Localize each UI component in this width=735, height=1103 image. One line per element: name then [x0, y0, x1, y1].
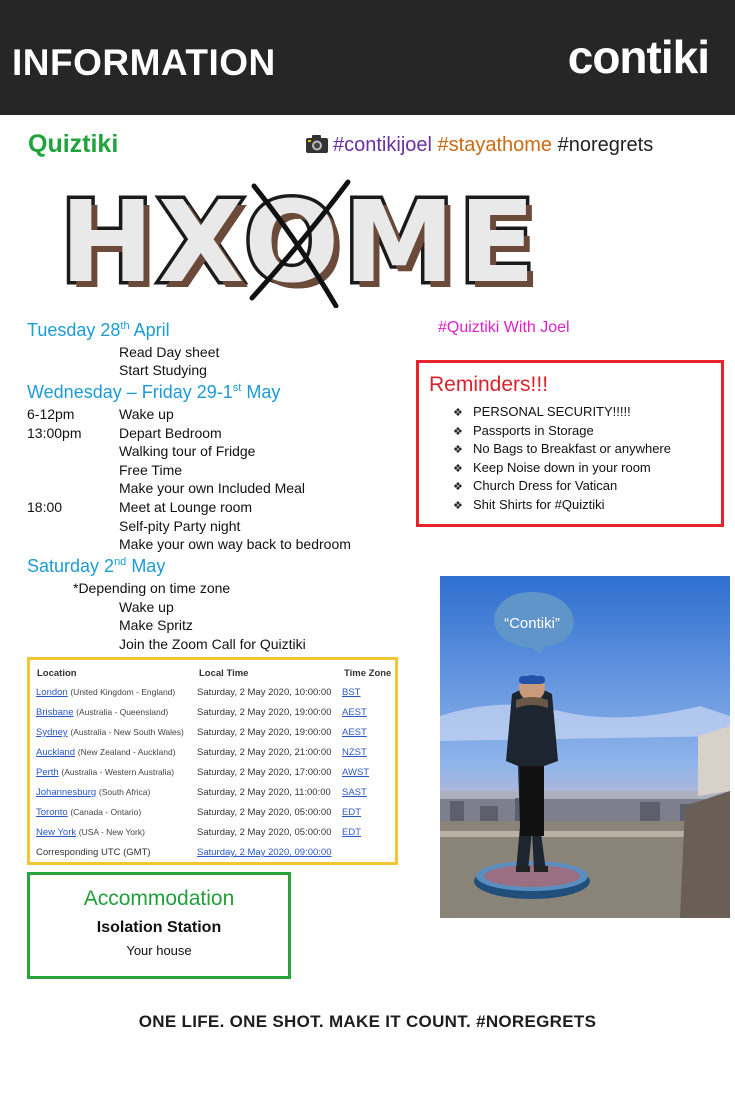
- zone-link[interactable]: AWST: [342, 767, 370, 778]
- tuesday-item: Start Studying: [119, 362, 207, 378]
- header-bar: [0, 0, 735, 115]
- zone-link[interactable]: EDT: [342, 807, 361, 818]
- country-label: (Canada - Ontario): [70, 807, 142, 817]
- city-link[interactable]: Toronto: [36, 807, 68, 818]
- heading-tuesday: Tuesday 28th April: [27, 320, 170, 340]
- header-title: INFORMATION: [12, 42, 276, 83]
- schedule-item: Walking tour of Fridge: [119, 443, 256, 459]
- diamond-bullet-icon: ❖: [453, 407, 463, 419]
- table-row: [30, 763, 395, 783]
- speech-bubble-text: “Contiki”: [504, 615, 560, 632]
- city-link[interactable]: Auckland: [36, 747, 76, 758]
- reminders-title: Reminders!!!: [429, 373, 549, 396]
- hxome-text: HXOME: [60, 178, 540, 308]
- country-label: (South Africa): [98, 787, 151, 797]
- schedule-time: 13:00pm: [27, 425, 82, 441]
- diamond-bullet-icon: ❖: [453, 500, 463, 512]
- column-header-location: Location: [37, 668, 77, 679]
- zone-link[interactable]: BST: [342, 687, 361, 698]
- reminder-item: ❖ Passports in Storage: [453, 423, 594, 438]
- accommodation-name: Isolation Station: [96, 919, 222, 936]
- saturday-item: Join the Zoom Call for Quiztiki: [119, 636, 306, 652]
- local-time-cell: Saturday, 2 May 2020, 17:00:00: [197, 767, 332, 778]
- hashtag-line: [305, 134, 653, 160]
- footer-slogan: ONE LIFE. ONE SHOT. MAKE IT COUNT. #NOREGRETS: [138, 1012, 597, 1031]
- table-row: [30, 683, 395, 703]
- timezone-table: [27, 657, 398, 865]
- hashtag-noregrets: #noregrets: [557, 134, 654, 156]
- saturday-item: Wake up: [119, 599, 174, 615]
- schedule-item: Self-pity Party night: [119, 518, 241, 534]
- city-link[interactable]: Johannesburg: [36, 787, 97, 798]
- table-row: [30, 803, 395, 823]
- city-link[interactable]: London: [36, 687, 68, 698]
- local-time-cell: Saturday, 2 May 2020, 19:00:00: [197, 707, 332, 718]
- schedule-time: 18:00: [27, 499, 63, 515]
- country-label: (Australia - New South Wales): [70, 727, 184, 737]
- table-row-utc: [30, 843, 395, 863]
- tuesday-item: Read Day sheet: [119, 344, 220, 360]
- diamond-bullet-icon: ❖: [453, 444, 463, 456]
- country-label: (USA - New York): [78, 827, 145, 837]
- hashtag-stayathome: #stayathome: [437, 134, 553, 156]
- heading-wednesday-friday: Wednesday – Friday 29-1st May: [27, 382, 281, 402]
- cross-out-mark: [236, 178, 356, 308]
- hxome-banner: [60, 178, 675, 308]
- column-header-local-time: Local Time: [199, 668, 249, 679]
- country-label: (United Kingdom - England): [70, 687, 176, 697]
- zone-link[interactable]: AEST: [342, 727, 367, 738]
- country-label: (Australia - Western Australia): [61, 767, 175, 777]
- zone-link[interactable]: EDT: [342, 827, 361, 838]
- saturday-note: *Depending on time zone: [73, 580, 231, 596]
- local-time-cell: Saturday, 2 May 2020, 19:00:00: [197, 727, 332, 738]
- quiz-title: Quiztiki: [28, 130, 119, 158]
- column-header-time-zone: Time Zone: [344, 668, 392, 679]
- schedule-item: Make your own Included Meal: [119, 480, 305, 496]
- table-row: [30, 723, 395, 743]
- quiztiki-with-joel: #Quiztiki With Joel: [438, 319, 570, 336]
- schedule-item: Make your own way back to bedroom: [119, 536, 351, 552]
- photo-joel: [440, 576, 730, 918]
- diamond-bullet-icon: ❖: [453, 426, 463, 438]
- zone-link[interactable]: NZST: [342, 747, 367, 758]
- zone-link[interactable]: AEST: [342, 707, 367, 718]
- schedule-item: Free Time: [119, 462, 183, 478]
- country-label: (New Zealand - Auckland): [77, 747, 176, 757]
- local-time-cell: Saturday, 2 May 2020, 21:00:00: [197, 747, 332, 758]
- local-time-cell: Saturday, 2 May 2020, 05:00:00: [197, 807, 332, 818]
- reminders-box: [416, 360, 724, 527]
- city-link[interactable]: Perth: [36, 767, 59, 778]
- country-label: (Australia - Queensland): [76, 707, 169, 717]
- accommodation-detail: Your house: [126, 943, 192, 958]
- accommodation-box: [27, 872, 291, 979]
- hashtag-contikijoel: #contikijoel: [333, 134, 432, 156]
- city-link[interactable]: Sydney: [36, 727, 68, 738]
- diamond-bullet-icon: ❖: [453, 463, 463, 475]
- zone-link[interactable]: SAST: [342, 787, 367, 798]
- table-row: [30, 823, 395, 843]
- schedule-item: Depart Bedroom: [119, 425, 222, 441]
- diamond-bullet-icon: ❖: [453, 481, 463, 493]
- reminder-item: ❖ Keep Noise down in your room: [453, 460, 651, 475]
- city-link[interactable]: New York: [36, 827, 77, 838]
- local-time-cell: Saturday, 2 May 2020, 10:00:00: [197, 687, 332, 698]
- schedule-item: Wake up: [119, 406, 174, 422]
- reminder-item: ❖ PERSONAL SECURITY!!!!!: [453, 404, 631, 419]
- city-link[interactable]: Brisbane: [36, 707, 74, 718]
- utc-time-link[interactable]: Saturday, 2 May 2020, 09:00:00: [197, 847, 332, 858]
- local-time-cell: Saturday, 2 May 2020, 05:00:00: [197, 827, 332, 838]
- table-row: [30, 703, 395, 723]
- accommodation-title: Accommodation: [83, 887, 235, 910]
- heading-saturday: Saturday 2nd May: [27, 556, 166, 576]
- table-row: [30, 783, 395, 803]
- contiki-logo: contiki: [567, 31, 709, 83]
- reminder-item: ❖ No Bags to Breakfast or anywhere: [453, 441, 671, 456]
- schedule-item: Meet at Lounge room: [119, 499, 253, 515]
- camera-icon: [305, 134, 329, 160]
- table-row: [30, 743, 395, 763]
- local-time-cell: Saturday, 2 May 2020, 11:00:00: [197, 787, 331, 798]
- saturday-item: Make Spritz: [119, 617, 193, 633]
- schedule-time: 6-12pm: [27, 406, 75, 422]
- reminder-item: ❖ Shit Shirts for #Quiztiki: [453, 497, 605, 512]
- utc-label: Corresponding UTC (GMT): [36, 847, 151, 858]
- reminder-item: ❖ Church Dress for Vatican: [453, 478, 618, 493]
